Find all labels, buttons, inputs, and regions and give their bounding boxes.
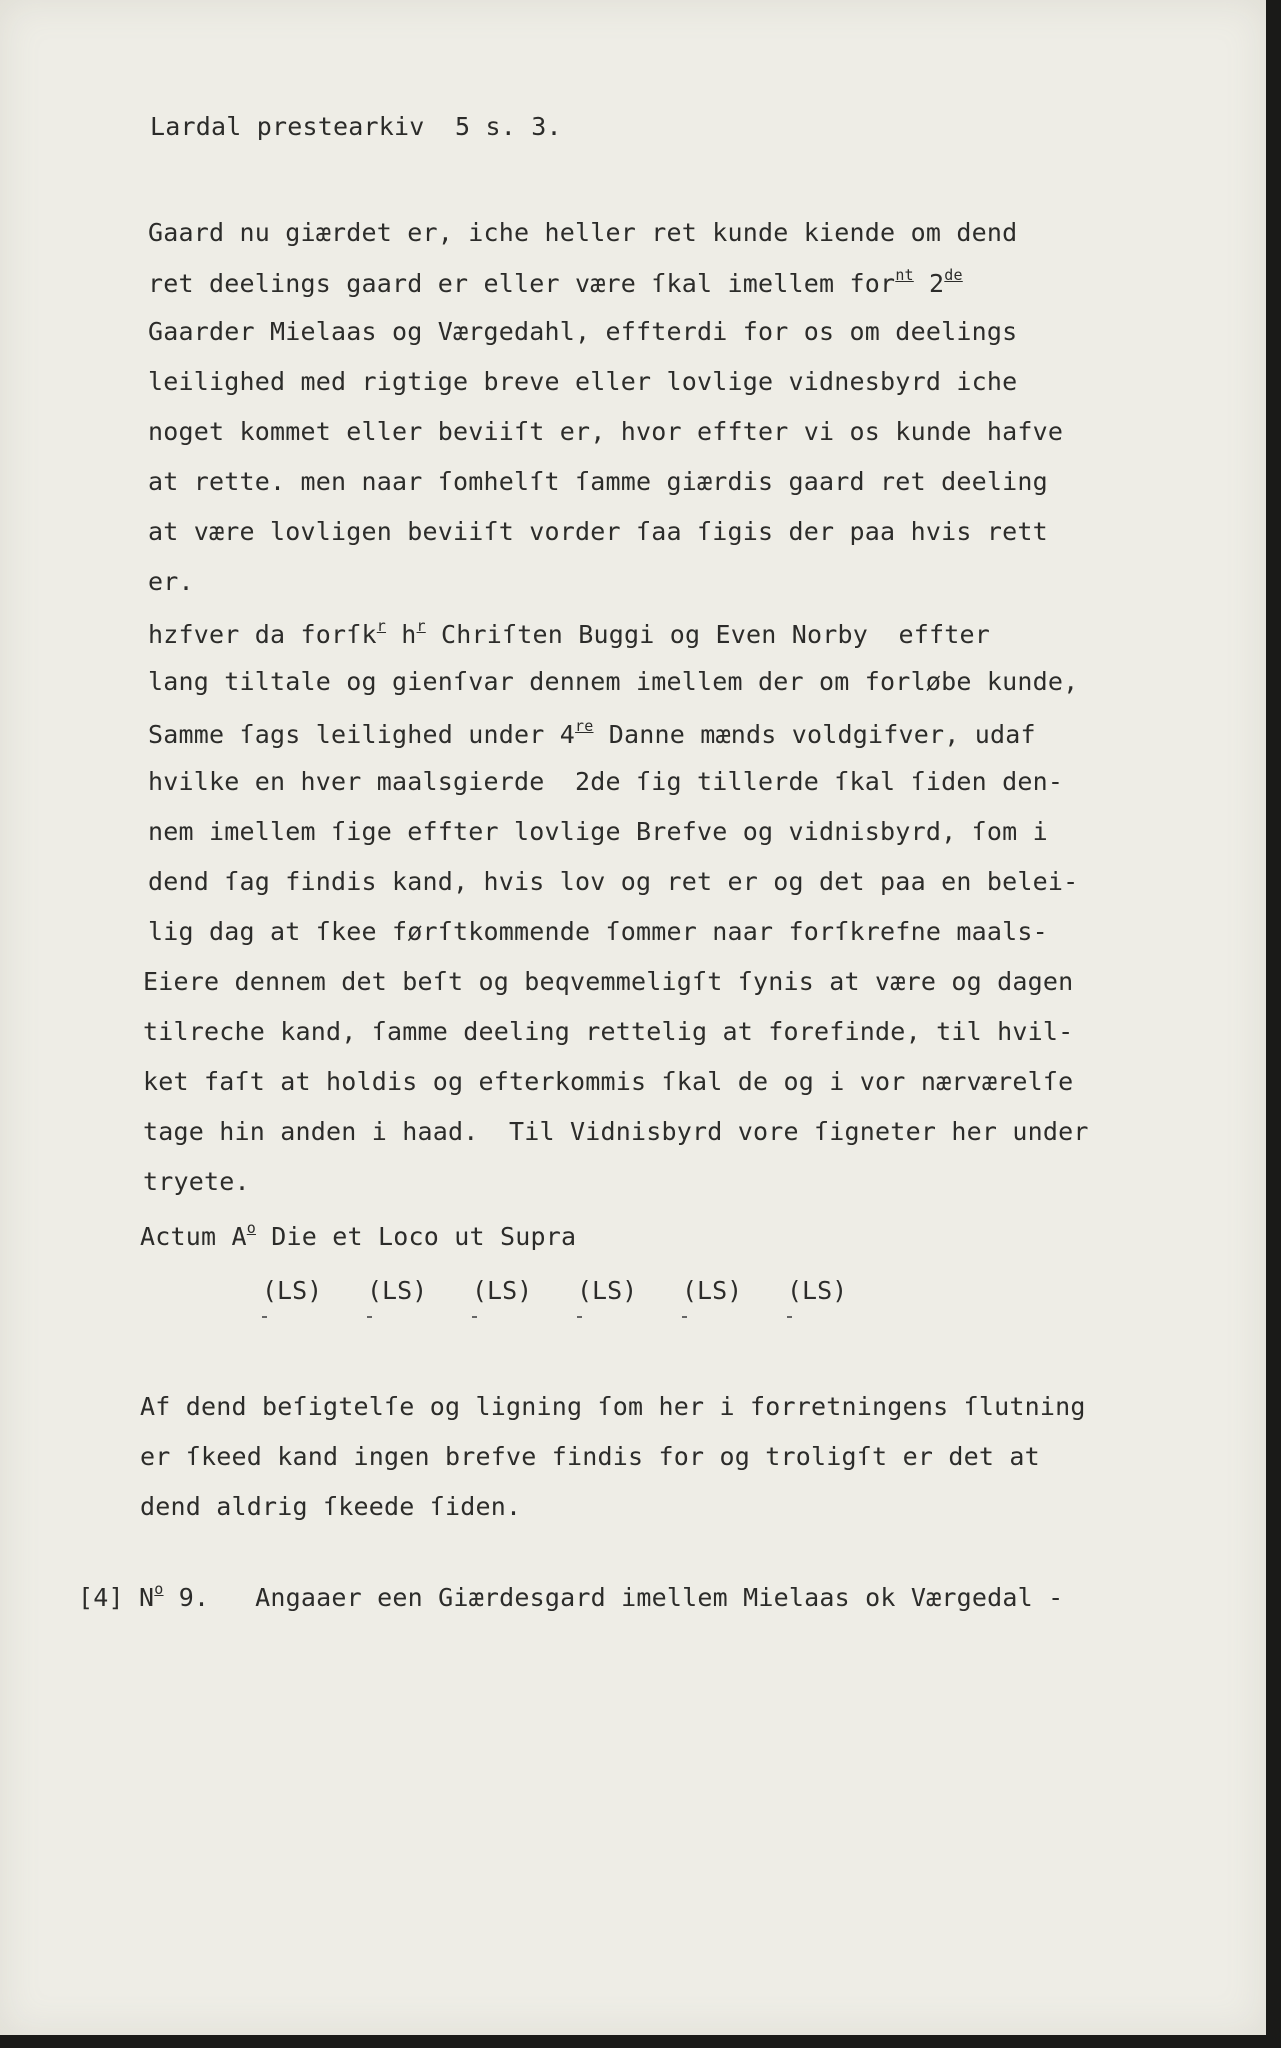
text-line: hvilke en hver maalsgierde 2de ſig tillerde ſkal ſiden den-	[148, 767, 1064, 796]
text-line: hzfver da forſk$^r$ $h^r$ Chriſten Buggi og Even Norby effter	[148, 617, 991, 649]
entry-title: Angaaer een Giærdesgard imellem Mielaas ok Værgedal -	[255, 1583, 1064, 1612]
header-line	[150, 112, 562, 141]
text-line: ket faſt at holdis og efterkommis ſkal de og i vor nærværelſe	[143, 1067, 1074, 1096]
seal-mark: (LS)	[577, 1276, 637, 1305]
seal-dot	[577, 1316, 582, 1318]
text-line: lig dag at ſkee førſtkommende ſommer naar forſkrefne maals-	[148, 917, 1048, 946]
entry-number: 9.	[163, 1583, 210, 1612]
actum-line: Actum $A^o$ Die et Loco ut Supra	[140, 1219, 577, 1251]
seal-mark: (LS)	[787, 1276, 847, 1305]
seal-dot	[787, 1316, 792, 1318]
text-line: at være lovligen beviiſt vorder ſaa ſigis der paa hvis rett	[148, 517, 1048, 546]
note-line: Af dend beſigtelſe og ligning ſom her i forretningens ſlutning	[140, 1392, 1086, 1421]
text-line: nem imellem ſige effter lovlige Brefve og vidnisbyrd, ſom i	[148, 817, 1048, 846]
seal-mark: (LS)	[367, 1276, 427, 1305]
text-line: Gaard nu giærdet er, iche heller ret kunde kiende om dend	[148, 218, 1018, 247]
text-line: tilreche kand, ſamme deeling rettelig at forefinde, til hvil-	[143, 1017, 1074, 1046]
text-line: tryete.	[143, 1167, 250, 1196]
text-line: leilighed med rigtige breve eller lovlige vidnesbyrd iche	[148, 367, 1018, 396]
archive-name: Lardal prestearkiv	[150, 112, 425, 141]
text-line: Eiere dennem det beſt og beqvemmeligſt ſynis at være og dagen	[143, 967, 1074, 996]
text-line: er.	[148, 567, 194, 596]
seal-mark: (LS)	[472, 1276, 532, 1305]
note-line: dend aldrig ſkeede ſiden.	[140, 1492, 522, 1521]
seal-dot	[472, 1316, 477, 1318]
seal-dot	[682, 1316, 687, 1318]
text-line: at rette. men naar ſomhelſt ſamme giærdis gaard ret deeling	[148, 467, 1048, 496]
text-line: tage hin anden i haad. Til Vidnisbyrd vore ſigneter her under	[143, 1117, 1089, 1146]
entry-number-prefix: N	[139, 1583, 155, 1612]
entry-bracket: [4]	[78, 1583, 124, 1612]
seal-dot	[262, 1316, 267, 1318]
text-line: noget kommet eller beviiſt er, hvor effter vi os kunde hafve	[148, 417, 1064, 446]
seal-mark: (LS)	[262, 1276, 322, 1305]
seal-mark: (LS)	[682, 1276, 742, 1305]
text-line: Gaarder Mielaas og Værgedahl, effterdi for os om deelings	[148, 317, 1018, 346]
text-line: Samme ſags leilighed under 4re Danne mænds voldgifver, udaf	[148, 717, 1036, 749]
text-line: dend ſag findis kand, hvis lov og ret er og det paa en belei-	[148, 867, 1079, 896]
page-reference: 5 s. 3.	[455, 112, 562, 141]
entry-heading: [4] $N^o$ 9. Angaaer een Giærdesgard imellem Mielaas ok Værgedal -	[78, 1580, 1064, 1612]
text-line: lang tiltale og gienſvar dennem imellem der om forløbe kunde,	[148, 667, 1079, 696]
note-line: er ſkeed kand ingen brefve findis for og troligſt er det at	[140, 1442, 1040, 1471]
seal-dot	[367, 1316, 372, 1318]
text-line: ret deelings gaard er eller være ſkal imellem for$^{nt}$ 2de	[148, 266, 963, 298]
